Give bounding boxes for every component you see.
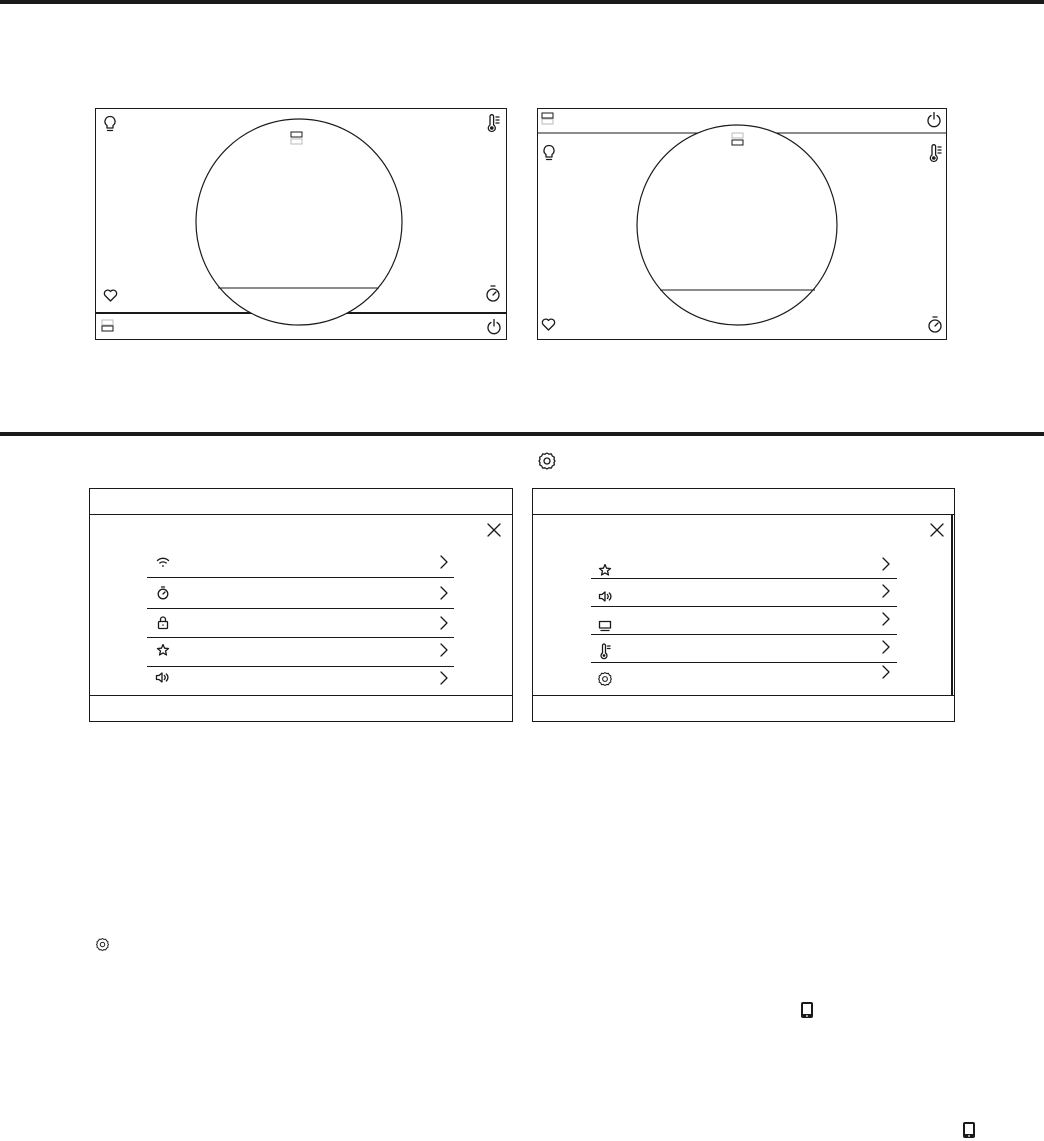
menu-item-temperature[interactable]	[591, 639, 897, 663]
settings-icon	[537, 451, 557, 471]
section-rule	[0, 432, 1044, 436]
close-icon[interactable]	[486, 522, 502, 538]
timer-icon	[156, 585, 170, 600]
top-rule	[0, 0, 1044, 4]
volume-icon	[155, 671, 170, 684]
display-icon	[541, 112, 555, 126]
display-icon	[101, 319, 115, 333]
chevron-right-icon	[881, 639, 891, 655]
thermometer-icon[interactable]	[485, 114, 501, 133]
menu-item-display[interactable]	[591, 611, 897, 635]
display-figure-left	[95, 108, 507, 340]
bulb-icon[interactable]	[542, 144, 556, 162]
menu-item-lock[interactable]	[147, 613, 454, 638]
settings-menu-right	[532, 488, 955, 722]
chevron-right-icon	[881, 611, 891, 627]
tablet-icon	[800, 1001, 814, 1019]
thermometer-icon	[598, 643, 612, 660]
menu-item-timer[interactable]	[147, 583, 454, 608]
segment-indicator-icon	[290, 131, 304, 146]
timer-icon[interactable]	[927, 315, 943, 334]
bulb-icon[interactable]	[103, 115, 117, 133]
timer-icon[interactable]	[485, 284, 501, 303]
star-icon	[598, 563, 612, 577]
chevron-right-icon	[881, 583, 891, 599]
menu-item-favorites[interactable]	[147, 641, 454, 666]
settings-icon	[95, 937, 110, 952]
heart-icon[interactable]	[103, 289, 118, 302]
close-icon[interactable]	[929, 522, 945, 538]
volume-icon	[598, 590, 613, 603]
lock-icon	[156, 615, 170, 630]
display-figure-right	[537, 108, 947, 340]
chevron-right-icon	[439, 585, 449, 601]
display-icon	[598, 620, 613, 632]
tablet-icon	[962, 1121, 976, 1139]
menu-item-wifi[interactable]	[147, 553, 454, 578]
chevron-right-icon	[881, 556, 891, 572]
settings-menu-left	[89, 488, 513, 722]
menu-item-settings[interactable]	[591, 667, 897, 691]
thermometer-icon[interactable]	[927, 144, 943, 163]
settings-icon	[597, 671, 613, 687]
chevron-right-icon	[881, 664, 891, 680]
power-icon[interactable]	[486, 318, 502, 335]
power-icon[interactable]	[926, 111, 942, 128]
star-icon	[156, 643, 170, 657]
menu-item-volume[interactable]	[147, 670, 454, 690]
segment-indicator-icon	[731, 132, 745, 147]
wifi-icon	[156, 556, 170, 568]
chevron-right-icon	[439, 642, 449, 658]
chevron-right-icon	[439, 554, 449, 570]
menu-item-favorites[interactable]	[591, 555, 897, 579]
scroll-track[interactable]	[951, 515, 953, 695]
chevron-right-icon	[439, 670, 449, 686]
chevron-right-icon	[439, 615, 449, 631]
menu-item-volume[interactable]	[591, 582, 897, 606]
heart-icon[interactable]	[541, 318, 556, 331]
